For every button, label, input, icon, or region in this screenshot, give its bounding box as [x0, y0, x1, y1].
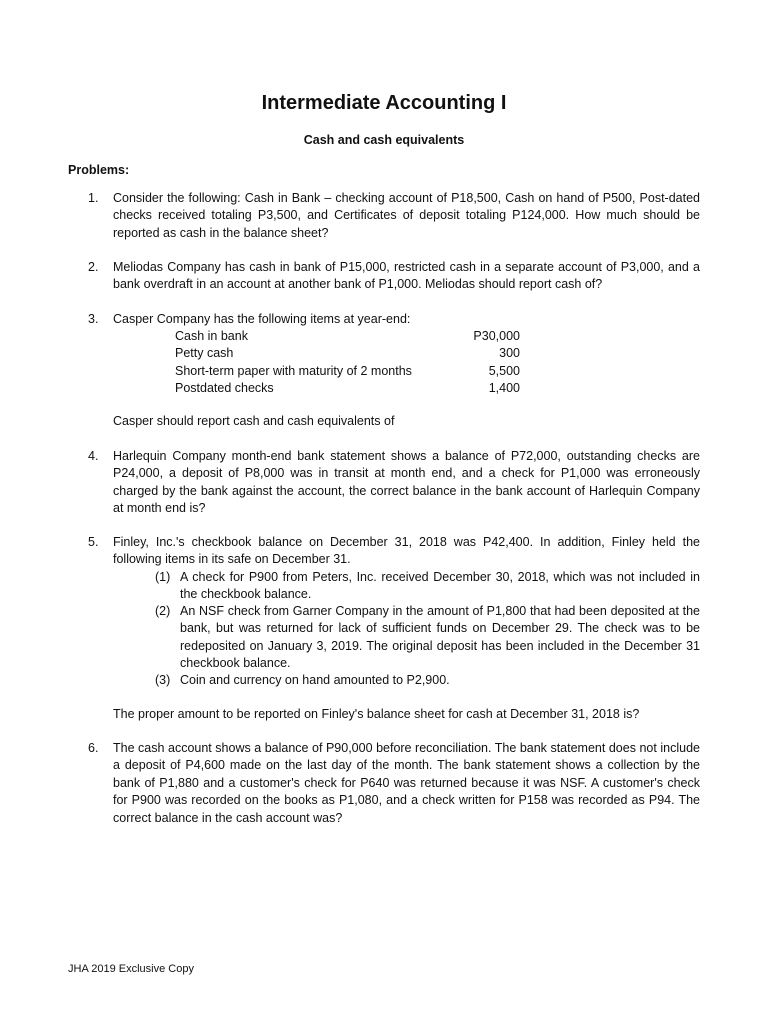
document-title: Intermediate Accounting I [261, 92, 507, 114]
problem-text: Casper Company has the following items at year-end: [113, 312, 411, 326]
problem-3-followup: Casper should report cash and cash equivalents of [113, 414, 395, 428]
subitem-text: Coin and currency on hand amounted to P2,900. [180, 673, 450, 687]
problem-1 [88, 190, 700, 242]
item-label: Cash in bank [175, 329, 248, 343]
subitem-number: (2) [155, 604, 171, 618]
subitem-text: An NSF check from Garner Company in the amount of P1,800 that had been deposited at the bank, but was returned for lack of sufficient funds on December 29. The check was to be redeposited on January 3, 2019. The original deposit has been included in the December 31 checkbook balance. [180, 604, 700, 671]
table-row [175, 328, 520, 345]
problem-4 [88, 448, 700, 518]
casper-items-table [175, 328, 520, 398]
problem-number: 3. [88, 312, 99, 326]
item-label: Petty cash [175, 346, 234, 361]
item-label: Postdated checks [175, 381, 274, 396]
subitem-number: (3) [155, 673, 171, 687]
subitem-text: A check for P900 from Peters, Inc. received December 30, 2018, which was not included in the checkbook balance. [180, 570, 700, 602]
document-subtitle: Cash and cash equivalents [303, 133, 465, 147]
item-amount: 5,500 [488, 363, 520, 378]
problem-5-subitem-3 [155, 672, 700, 689]
problem-2 [88, 259, 700, 294]
problem-5-subitem-2 [155, 603, 700, 673]
problems-heading: Problems: [68, 163, 130, 177]
item-amount: P30,000 [473, 329, 520, 343]
problem-text: Harlequin Company month-end bank statement shows a balance of P72,000, outstanding checks are P24,000, a deposit of P8,000 was in transit at month end, and a check for P1,000 was erroneously charged by the bank against the account, the correct balance in the bank account of Harlequin Company at month end is? [113, 449, 700, 516]
table-row [175, 380, 520, 397]
document-footer: JHA 2019 Exclusive Copy [68, 963, 194, 975]
problem-number: 1. [88, 191, 99, 205]
problem-number: 6. [88, 741, 99, 755]
subitem-number: (1) [155, 570, 171, 584]
problem-3 [88, 311, 700, 328]
problem-number: 2. [88, 260, 99, 274]
problem-5 [88, 534, 700, 569]
problem-number: 4. [88, 449, 99, 463]
problem-number: 5. [88, 535, 99, 549]
item-amount: 300 [499, 346, 520, 361]
problem-text: The cash account shows a balance of P90,000 before reconciliation. The bank statement does not include a deposit of P4,600 made on the last day of the month. The bank statement shows a collection by the bank of P1,880 and a customer's check for P640 was returned because it was NSF. A customer's check for P900 was recorded on the books as P1,080, and a check written for P158 was recorded as P94. The correct balance in the cash account was? [113, 741, 700, 825]
problem-text: Consider the following: Cash in Bank – checking account of P18,500, Cash on hand of P500, Post-dated checks received totaling P3,500, and Certificates of deposit totaling P124,000. How much should be reported as cash in the balance sheet? [113, 191, 700, 240]
item-amount: 1,400 [488, 381, 520, 396]
problem-5-followup: The proper amount to be reported on Finley's balance sheet for cash at December 31, 2018 is? [113, 707, 640, 721]
table-row [175, 345, 520, 362]
problem-text: Meliodas Company has cash in bank of P15,000, restricted cash in a separate account of P3,000, and a bank overdraft in an account at another bank of P1,000. Meliodas should report cash of? [113, 260, 700, 292]
problem-text: Finley, Inc.'s checkbook balance on December 31, 2018 was P42,400. In addition, Finley held the following items in its safe on December 31. [113, 535, 700, 567]
table-row [175, 363, 520, 380]
problem-6 [88, 740, 700, 827]
item-label: Short-term paper with maturity of 2 months [175, 363, 412, 378]
problem-5-subitem-1 [155, 569, 700, 604]
